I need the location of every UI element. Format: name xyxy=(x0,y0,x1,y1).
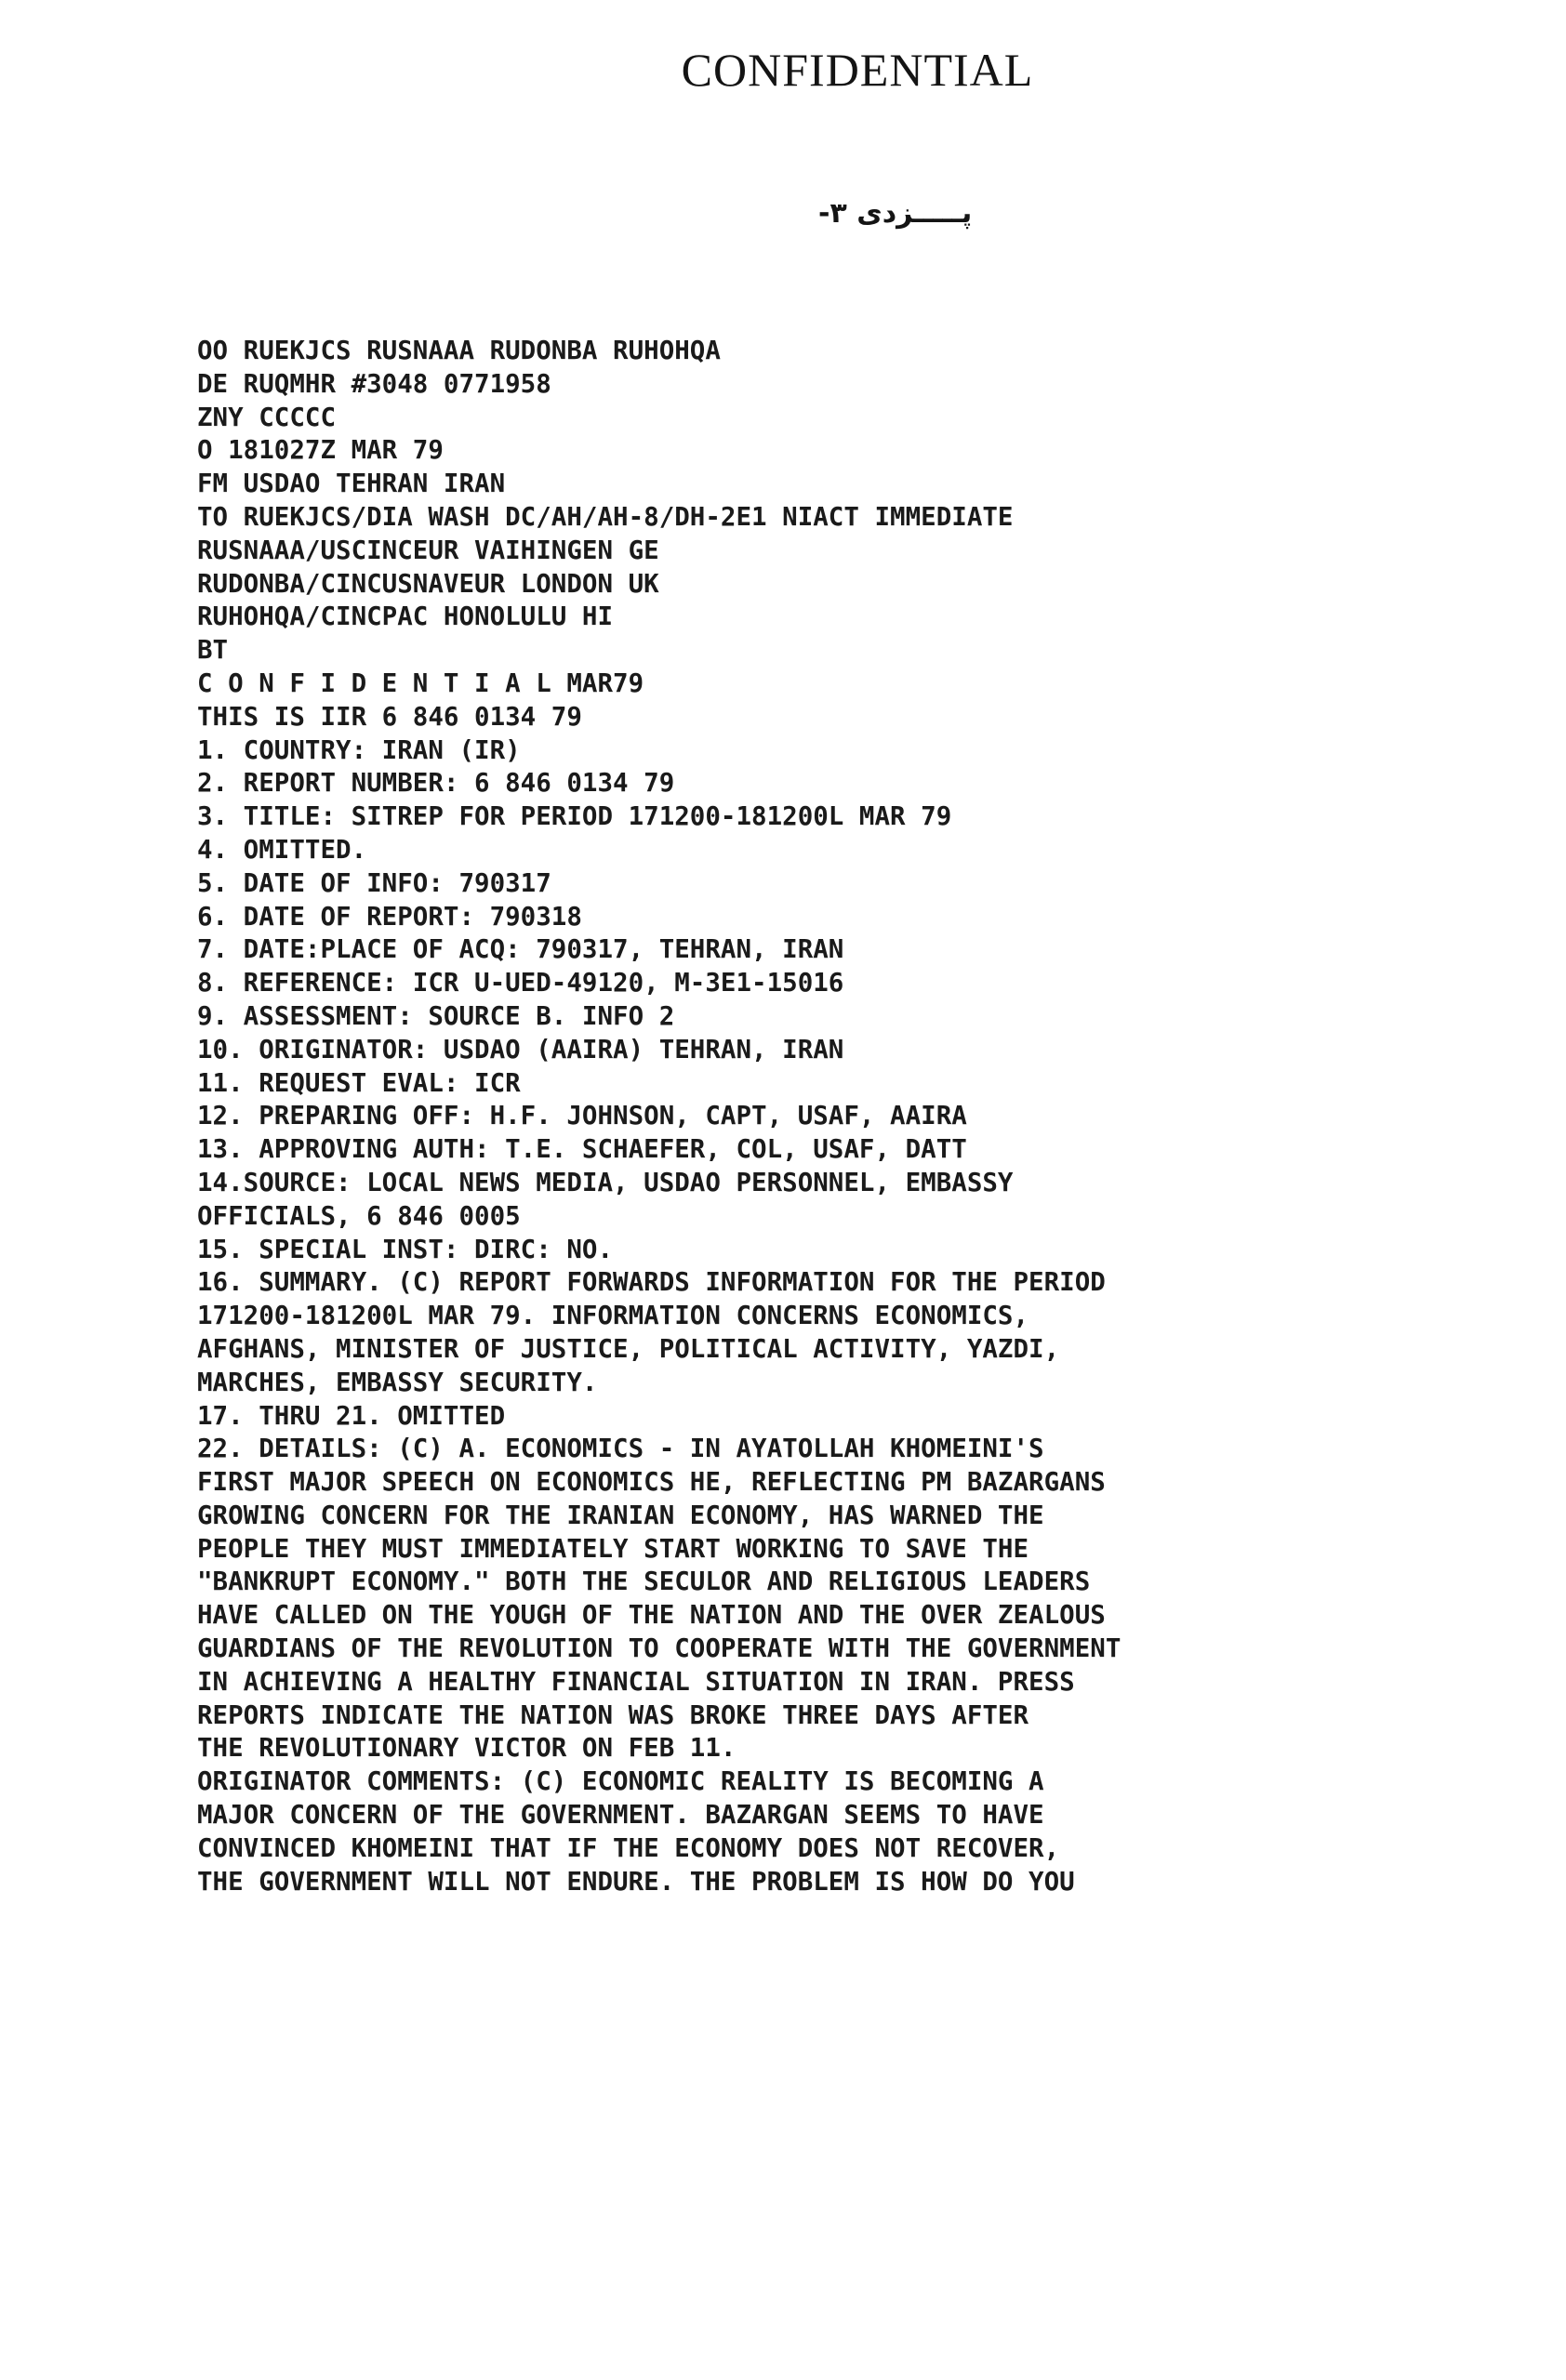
telex-line: 12. PREPARING OFF: H.F. JOHNSON, CAPT, USAF, AAIRA xyxy=(197,1101,967,1131)
telex-line: FM USDAO TEHRAN IRAN xyxy=(197,469,506,499)
telex-line: BT xyxy=(197,635,229,666)
telex-line: 7. DATE:PLACE OF ACQ: 790317, TEHRAN, IRAN xyxy=(197,934,844,965)
telex-line: FIRST MAJOR SPEECH ON ECONOMICS HE, REFLECTING PM BAZARGANS xyxy=(197,1467,1106,1498)
telex-line: 17. THRU 21. OMITTED xyxy=(197,1400,506,1431)
telex-line: GROWING CONCERN FOR THE IRANIAN ECONOMY, HAS WARNED THE xyxy=(197,1500,1044,1530)
telex-line: 10. ORIGINATOR: USDAO (AAIRA) TEHRAN, IRAN xyxy=(197,1034,844,1064)
telex-line: OFFICIALS, 6 846 0005 xyxy=(197,1200,521,1231)
telex-line: ZNY CCCCC xyxy=(197,402,337,432)
telex-line: 5. DATE OF INFO: 790317 xyxy=(197,867,551,898)
telex-line: MARCHES, EMBASSY SECURITY. xyxy=(197,1367,598,1397)
telex-line: THE REVOLUTIONARY VICTOR ON FEB 11. xyxy=(197,1733,737,1764)
telex-line: 11. REQUEST EVAL: ICR xyxy=(197,1067,521,1098)
telex-body xyxy=(197,335,1387,1898)
telex-line: CONVINCED KHOMEINI THAT IF THE ECONOMY DOES NOT RECOVER, xyxy=(197,1832,1060,1863)
telex-line: GUARDIANS OF THE REVOLUTION TO COOPERATE WITH THE GOVERNMENT xyxy=(197,1633,1121,1664)
telex-line: 22. DETAILS: (C) A. ECONOMICS - IN AYATOLLAH KHOMEINI'S xyxy=(197,1434,1044,1464)
telex-line: 14.SOURCE: LOCAL NEWS MEDIA, USDAO PERSONNEL, EMBASSY xyxy=(197,1167,1014,1197)
telex-line: TO RUEKJCS/DIA WASH DC/AH/AH-8/DH-2E1 NIACT IMMEDIATE xyxy=(197,501,1014,532)
telex-line: 2. REPORT NUMBER: 6 846 0134 79 xyxy=(197,768,675,799)
telex-line: OO RUEKJCS RUSNAAA RUDONBA RUHOHQA xyxy=(197,336,721,365)
telex-line: HAVE CALLED ON THE YOUGH OF THE NATION AND THE OVER ZEALOUS xyxy=(197,1600,1106,1631)
telex-line: AFGHANS, MINISTER OF JUSTICE, POLITICAL ACTIVITY, YAZDI, xyxy=(197,1333,1060,1364)
telex-line: 6. DATE OF REPORT: 790318 xyxy=(197,901,582,932)
telex-line: IN ACHIEVING A HEALTHY FINANCIAL SITUATION IN IRAN. PRESS xyxy=(197,1666,1075,1697)
telex-line: O 181027Z MAR 79 xyxy=(197,435,444,466)
telex-line: 9. ASSESSMENT: SOURCE B. INFO 2 xyxy=(197,1000,675,1031)
telex-line: MAJOR CONCERN OF THE GOVERNMENT. BAZARGAN SEEMS TO HAVE xyxy=(197,1800,1044,1831)
telex-line: RUDONBA/CINCUSNAVEUR LONDON UK xyxy=(197,568,659,599)
telex-line: "BANKRUPT ECONOMY." BOTH THE SECULOR AND RELIGIOUS LEADERS xyxy=(197,1567,1091,1597)
telex-line: C O N F I D E N T I A L MAR79 xyxy=(197,668,644,698)
page-reference: پـــــزدی ۳- xyxy=(818,197,973,230)
telex-line: PEOPLE THEY MUST IMMEDIATELY START WORKING TO SAVE THE xyxy=(197,1533,1029,1564)
telex-line: THE GOVERNMENT WILL NOT ENDURE. THE PROBLEM IS HOW DO YOU xyxy=(197,1866,1075,1897)
telex-line: 8. REFERENCE: ICR U-UED-49120, M-3E1-15016 xyxy=(197,968,844,998)
telex-line: 1. COUNTRY: IRAN (IR) xyxy=(197,734,521,765)
telex-line: 13. APPROVING AUTH: T.E. SCHAEFER, COL, USAF, DATT xyxy=(197,1134,967,1165)
telex-line: THIS IS IIR 6 846 0134 79 xyxy=(197,701,582,732)
telex-line: 15. SPECIAL INST: DIRC: NO. xyxy=(197,1234,614,1264)
telex-line: 3. TITLE: SITREP FOR PERIOD 171200-181200L MAR 79 xyxy=(197,801,952,832)
telex-line: ORIGINATOR COMMENTS: (C) ECONOMIC REALITY IS BECOMING A xyxy=(197,1766,1044,1797)
classification-header: CONFIDENTIAL xyxy=(681,44,1034,96)
telex-line: RUSNAAA/USCINCEUR VAIHINGEN GE xyxy=(197,535,659,565)
telex-line: 16. SUMMARY. (C) REPORT FORWARDS INFORMATION FOR THE PERIOD xyxy=(197,1267,1106,1298)
telex-line: RUHOHQA/CINCPAC HONOLULU HI xyxy=(197,602,614,632)
telex-line: 4. OMITTED. xyxy=(197,834,367,865)
telex-line: 171200-181200L MAR 79. INFORMATION CONCERNS ECONOMICS, xyxy=(197,1301,1029,1331)
telex-line: REPORTS INDICATE THE NATION WAS BROKE THREE DAYS AFTER xyxy=(197,1699,1029,1730)
telex-line: DE RUQMHR #3048 0771958 xyxy=(197,368,551,399)
